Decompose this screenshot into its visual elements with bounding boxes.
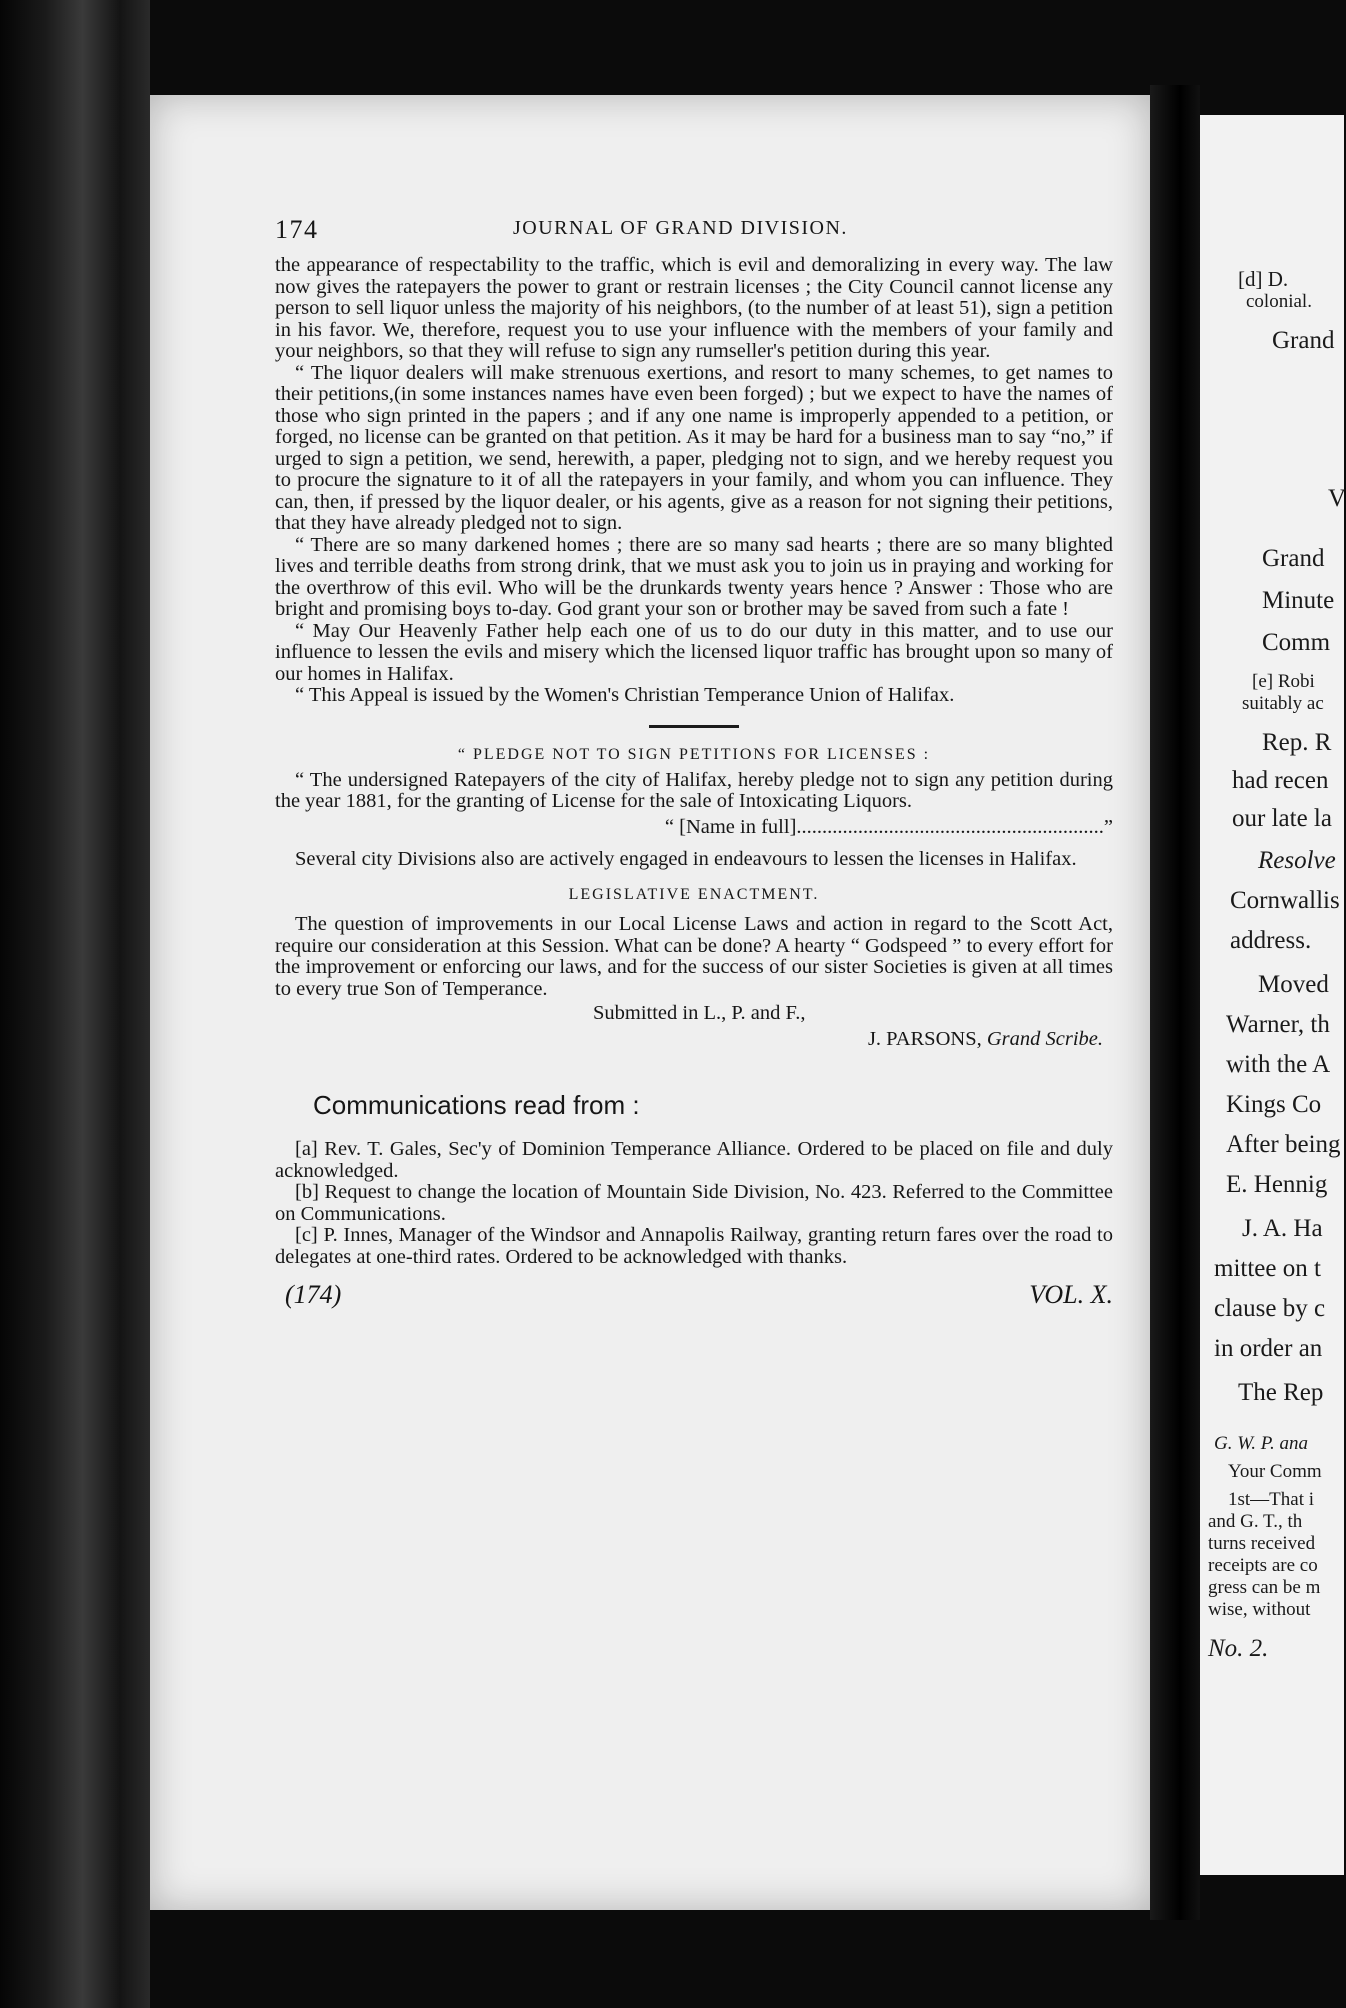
communication-item: [b] Request to change the location of Mountain Side Division, No. 423. Referred to the Committee on Communications.: [275, 1181, 1113, 1225]
footer-volume: VOL. X.: [1029, 1280, 1113, 1309]
communication-item: [c] P. Innes, Manager of the Windsor and Annapolis Railway, granting return fares over the road to delegates at one-third rates. Ordered to be acknowledged with thanks.: [275, 1224, 1113, 1268]
legislative-heading: LEGISLATIVE ENACTMENT.: [568, 886, 820, 903]
facing-line: Cornwallis: [1230, 887, 1340, 914]
appeal-paragraph: the appearance of respectability to the traffic, which is evil and demoralizing in every way. The law now gives the ratepayers the power to grant or restrain licenses ; the City Council cannot license any person to sell liquor unless the majority of his neighbors, (to the number of at least 51), sign a petition in his favor. We, therefore, request you to use your influence with the members of your family and your neighbors, so that they will refuse to sign any rumseller's petition during this year.: [275, 254, 1113, 362]
facing-line: J. A. Ha: [1242, 1215, 1323, 1242]
page-number: 174: [275, 215, 319, 244]
facing-line: Kings Co: [1226, 1091, 1322, 1118]
pledge-text: “ The undersigned Ratepayers of the city of Halifax, hereby pledge not to sign any petition during the year 1881, for the granting of License for the sale of Intoxicating Liquors.: [275, 768, 1113, 812]
appeal-paragraph: “ The liquor dealers will make strenuous exertions, and resort to many schemes, to get names to their petitions,(in some instances names have even been forged) ; but we expect to have the names of those who sign printed in the papers ; and if any one name is improperly appended to a petition, or forged, no license can be granted on that petition. As it may be hard for a business man to say “no,” if urged to sign a petition, we send, herewith, a paper, pledging not to sign, and we hereby request you to procure the signature to it of all the ratepayers in your family, and whom you can influence. They can, then, if pressed by the liquor dealer, or his agents, give as a reason for not signing their petitions, that they have already pledged not to sign.: [275, 361, 1113, 534]
divisions-paragraph: Several city Divisions also are actively engaged in endeavours to lessen the licenses in Halifax.: [295, 847, 1077, 870]
page-content: [275, 215, 1113, 1320]
facing-line: 1st—That i: [1228, 1489, 1315, 1510]
facing-line: with the A: [1226, 1051, 1331, 1078]
facing-line: receipts are co: [1208, 1555, 1318, 1576]
communications-heading: Communications read from :: [313, 1090, 640, 1120]
signatory-role: Grand Scribe.: [986, 1028, 1103, 1050]
facing-line: suitably ac: [1242, 693, 1324, 714]
facing-line: [e] Robi: [1252, 671, 1315, 692]
legislative-paragraph: The question of improvements in our Local License Laws and action in regard to the Scott Act, require our consideration at this Session. What can be done? A hearty “ Godspeed ” to every effort for the improvement or enforcing our laws, and for the success of our sister Societies is given at all times to every true Son of Temperance.: [275, 913, 1113, 1000]
pledge-name-line: “ [Name in full]............................................................”: [664, 815, 1113, 838]
facing-line: address.: [1230, 927, 1312, 954]
facing-line: G. W. P. ana: [1214, 1433, 1308, 1454]
appeal-paragraph: “ There are so many darkened homes ; there are so many sad hearts ; there are so many blighted lives and terrible deaths from strong drink, that we must ask you to join us in praying and working for the overthrow of this evil. Who will be the drunkards twenty years hence ? Answer : Those who are bright and promising boys to-day. God grant your son or brother may be saved from such a fate !: [275, 533, 1113, 620]
facing-line: wise, without: [1208, 1599, 1311, 1620]
facing-line: Your Comm: [1228, 1461, 1322, 1482]
facing-line: had recen: [1232, 767, 1329, 794]
facing-line: After being: [1226, 1131, 1341, 1158]
facing-page: [1200, 115, 1344, 1875]
facing-line: Resolve: [1258, 847, 1336, 874]
submitted-line: Submitted in L., P. and F.,: [593, 1002, 806, 1024]
facing-line: Minute: [1262, 587, 1335, 614]
footer-page-number: (174): [285, 1280, 342, 1309]
pledge-heading: “ PLEDGE NOT TO SIGN PETITIONS FOR LICENSES :: [457, 745, 931, 763]
book-binding-edge: [0, 0, 150, 2008]
facing-line: Moved: [1258, 971, 1329, 998]
facing-line: E. Hennig: [1226, 1171, 1328, 1198]
facing-line: The Rep: [1238, 1379, 1324, 1406]
facing-line: turns received: [1208, 1533, 1316, 1554]
communication-item: [a] Rev. T. Gales, Sec'y of Dominion Temperance Alliance. Ordered to be placed on file and duly acknowledged.: [275, 1138, 1113, 1182]
facing-line: gress can be m: [1208, 1577, 1321, 1598]
signoff: [275, 1000, 1113, 1052]
facing-line: clause by c: [1214, 1295, 1326, 1322]
signature-line: [275, 1026, 1113, 1052]
facing-line: mittee on t: [1214, 1255, 1321, 1282]
facing-line: Rep. R: [1262, 729, 1332, 756]
facing-line: Comm: [1262, 629, 1331, 656]
facing-line: [d] D.: [1238, 267, 1289, 291]
facing-line: Warner, th: [1226, 1011, 1330, 1038]
appeal-paragraph: “ This Appeal is issued by the Women's Christian Temperance Union of Halifax.: [295, 684, 955, 706]
journal-title: JOURNAL OF GRAND DIVISION.: [513, 217, 848, 239]
facing-line: Grand: [1272, 327, 1335, 354]
facing-line: our late la: [1232, 805, 1332, 832]
book-spine-shadow: [1150, 85, 1200, 1920]
section-divider: [649, 725, 739, 728]
page-footer: [275, 1280, 1113, 1320]
signatory-name: J. PARSONS,: [867, 1028, 982, 1050]
running-head: [275, 215, 1113, 255]
appeal-paragraph: “ May Our Heavenly Father help each one of us to do our duty in this matter, and to use our influence to lessen the evils and misery which the licensed liquor traffic has brought upon so many of our homes in Halifax.: [275, 619, 1113, 685]
facing-line: in order an: [1214, 1335, 1323, 1362]
facing-line: No. 2.: [1208, 1635, 1269, 1662]
facing-line: colonial.: [1246, 291, 1312, 312]
facing-line: Grand: [1262, 545, 1325, 572]
facing-line: V: [1328, 485, 1346, 512]
facing-line: and G. T., th: [1208, 1511, 1303, 1532]
